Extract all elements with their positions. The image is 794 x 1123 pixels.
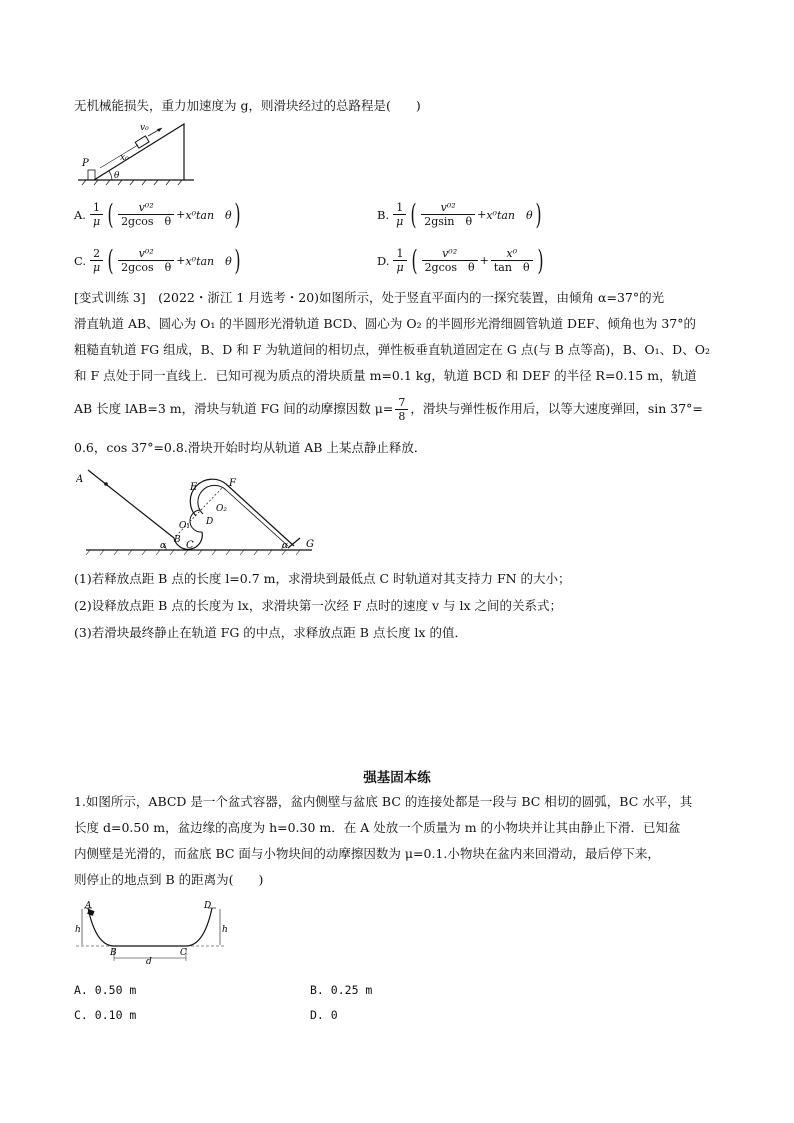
- problem1-line-1: 1.如图所示，ABCD 是一个盆式容器，盆内侧壁与盆底 BC 的连接处都是一段与 BC 相切的圆弧，BC 水平，其: [74, 794, 693, 809]
- label-B3: B: [110, 948, 117, 958]
- label-B: B: [174, 535, 181, 545]
- elastic-plate: [88, 170, 95, 180]
- label-D3: D: [204, 901, 212, 911]
- label-d: d: [146, 957, 152, 966]
- ground-hatch: [82, 180, 182, 185]
- track-D-inner: [190, 510, 202, 532]
- label-D: D: [206, 517, 214, 527]
- intro-line: 无机械能损失，重力加速度为 g，则滑块经过的总路程是( ): [74, 98, 421, 113]
- question-2: (2)设释放点距 B 点的长度为 lx，求滑块第一次经 F 点时的速度 v 与 lx 之间的关系式；: [74, 598, 562, 613]
- variant-line-2: 滑直轨道 AB、圆心为 O₁ 的半圆形光滑轨道 BCD、圆心为 O₂ 的半圆形光滑细圆管轨道 DEF、倾角也为 37°的: [74, 316, 696, 331]
- variant-line-5: AB 长度 lAB=3 m，滑块与轨道 FG 间的动摩擦因数 μ= $\frac{7}{8}$ ，滑块与弹性板作用后，以等大速度弹回，sin 37°=: [74, 396, 703, 423]
- label-A: A: [76, 474, 84, 485]
- incline-surface: [94, 124, 184, 180]
- label-O2: O₂: [216, 504, 227, 514]
- track-figure: [76, 466, 330, 558]
- label-E: E: [190, 482, 198, 493]
- problem1-line-2: 长度 d=0.50 m，盆边缘的高度为 h=0.30 m．在 A 处放一个质量为 m 的小物块并让其由静止下滑．已知盆: [74, 820, 681, 835]
- elastic-plate-G: [288, 538, 300, 548]
- label-A3: A: [85, 901, 92, 911]
- label-G: G: [306, 539, 314, 550]
- question-1: (1)若释放点距 B 点的长度 l=0.7 m，求滑块到最低点 C 时轨道对其支持力 FN 的大小；: [74, 571, 571, 586]
- label-h-right: h: [222, 925, 228, 935]
- label-theta: θ: [114, 171, 120, 181]
- option-1b[interactable]: B. 0.25 m: [310, 983, 373, 997]
- label-v0: v₀: [140, 123, 149, 133]
- label-C3: C: [180, 948, 187, 958]
- option-1d[interactable]: D. 0: [310, 1008, 338, 1022]
- track-FG: [226, 484, 294, 546]
- problem1-line-3: 内侧壁是光滑的，而盆底 BC 面与小物块间的动摩擦因数为 μ=0.1.小物块在盆内来回滑动，最后停下来，: [74, 846, 660, 861]
- label-alpha-2: α: [282, 541, 289, 551]
- question-3: (3)若滑块最终静止在轨道 FG 的中点，求释放点距 B 点长度 lx 的值．: [74, 625, 467, 640]
- option-d[interactable]: D. $\frac{1}{\mu}$ ( $\frac{\text{v⁰²}}{\text{2gcos θ}}$ + $\frac{\text{x⁰}}{\text{tan θ}}$ ): [377, 244, 544, 277]
- track-AB: [88, 470, 174, 538]
- label-O1: O₁: [179, 521, 190, 531]
- option-b[interactable]: B. $\frac{1}{\mu}$ ( $\frac{\text{v⁰²}}{\text{2gsin θ}}$ +x⁰tan θ): [377, 198, 542, 231]
- option-1a[interactable]: A. 0.50 m: [74, 983, 137, 997]
- option-1c[interactable]: C. 0.10 m: [74, 1008, 137, 1022]
- problem1-line-4: 则停止的地点到 B 的距离为( ): [74, 872, 264, 887]
- variant-line-4: 和 F 点处于同一直线上．已知可视为质点的滑块质量 m=0.1 kg，轨道 BCD 和 DEF 的半径 R=0.15 m，轨道: [74, 368, 697, 383]
- variant-line-3: 粗糙直轨道 FG 组成，B、D 和 F 为轨道间的相切点，弹性板垂直轨道固定在 G 点(与 B 点等高)，B、O₁、D、O₂: [74, 342, 710, 357]
- incline-figure: [76, 118, 201, 186]
- label-P: P: [82, 158, 89, 169]
- slider-dot: [104, 482, 108, 486]
- label-F: F: [229, 478, 236, 489]
- option-a[interactable]: A. $\frac{1}{\mu}$ ( $\frac{\text{v⁰²}}{\text{2gcos θ}}$ +x⁰tan θ): [74, 198, 241, 231]
- variant-line-6: 0.6，cos 37°=0.8.滑块开始时均从轨道 AB 上某点静止释放．: [74, 440, 427, 455]
- label-alpha-1: α: [160, 541, 167, 551]
- theta-arc: [109, 171, 112, 180]
- variant-line-1: [变式训练 3] (2022・浙江 1 月选考・20)如图所示，处于竖直平面内的一探究装置，由倾角 α=37°的光: [74, 290, 665, 305]
- option-c[interactable]: C. $\frac{2}{\mu}$ ( $\frac{\text{v⁰²}}{\text{2gcos θ}}$ +x⁰tan θ): [74, 244, 241, 277]
- basin-figure: [74, 898, 230, 966]
- label-C: C: [186, 540, 194, 551]
- section-title: 强基固本练: [363, 770, 431, 786]
- basin-profile: [88, 908, 212, 946]
- label-x0: x₀: [120, 153, 129, 163]
- label-h-left: h: [75, 925, 81, 935]
